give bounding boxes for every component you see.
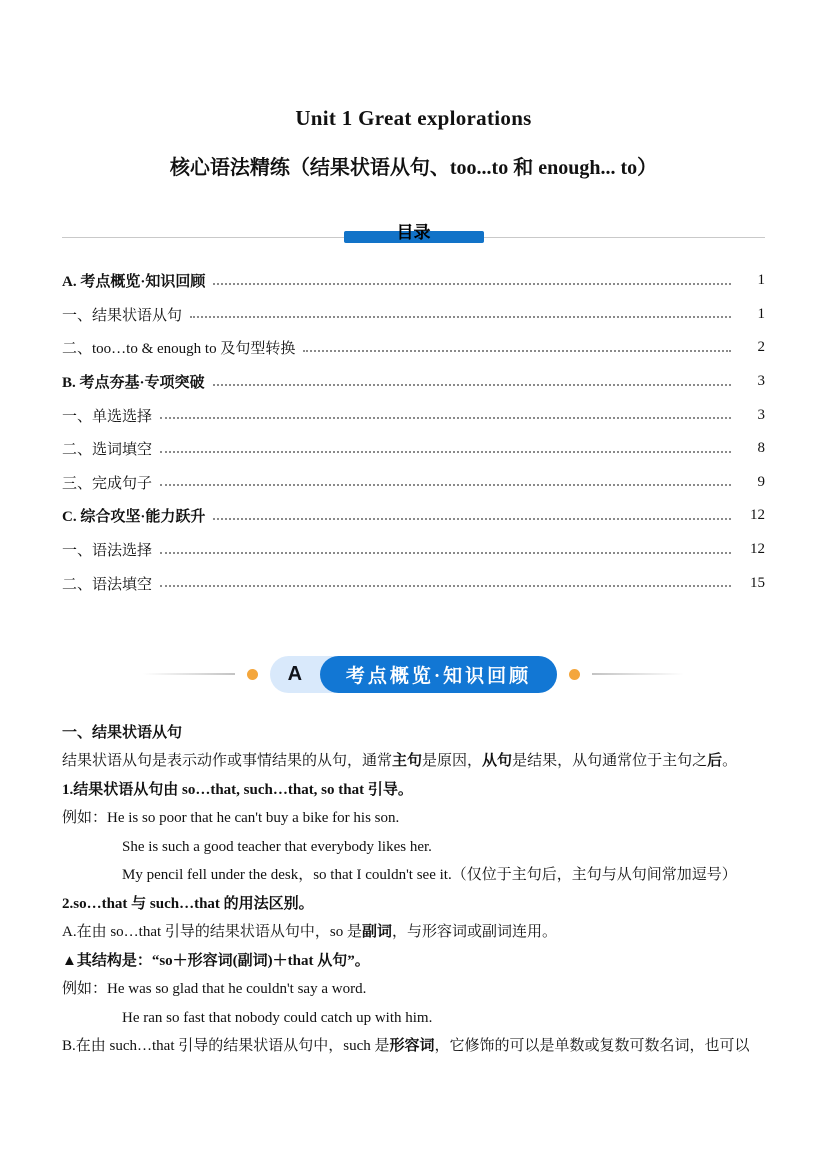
- toc-item[interactable]: 一、语法选择 12: [62, 541, 765, 560]
- point-b-paragraph: B.在由 such…that 引导的结果状语从句中，such 是形容词，它修饰的可以是单数或复数可数名词，也可以: [62, 1038, 750, 1055]
- banner-right-dot-icon: [569, 669, 580, 680]
- toc-page-number: 8: [757, 440, 765, 457]
- example-line: 例如：He was so glad that he couldn't say a word.: [62, 981, 367, 998]
- example-line: He ran so fast that nobody could catch up with him.: [122, 1009, 433, 1026]
- toc-page-number: 1: [757, 305, 765, 322]
- dotted-leader: [213, 518, 731, 520]
- page-title: Unit 1 Great explorations: [295, 106, 532, 130]
- toc-item[interactable]: 一、单选选择 3: [62, 406, 765, 425]
- dotted-leader: [160, 417, 731, 419]
- section-letter: A: [287, 662, 303, 685]
- toc-title: 目录: [396, 223, 431, 242]
- dotted-leader: [160, 451, 731, 453]
- dotted-leader: [160, 585, 731, 587]
- toc-item-c[interactable]: C. 综合攻坚·能力跃升 12: [62, 507, 765, 526]
- toc-item-b[interactable]: B. 考点夯基·专项突破 3: [62, 373, 765, 392]
- example-line: 例如：He is so poor that he can't buy a bike for his son.: [62, 810, 400, 827]
- banner-right-line: [592, 673, 684, 675]
- table-of-contents: [62, 264, 765, 600]
- point-a-paragraph: A.在由 so…that 引导的结果状语从句中，so 是副词，与形容词或副词连用。: [62, 924, 558, 941]
- toc-page-number: 1: [757, 272, 765, 289]
- dotted-leader: [160, 552, 731, 554]
- toc-page-number: 2: [757, 339, 765, 356]
- dotted-leader: [303, 350, 731, 352]
- banner-left-line: [143, 673, 235, 675]
- toc-page-number: 12: [750, 541, 765, 558]
- toc-page-number: 3: [757, 406, 765, 423]
- toc-page-number: 3: [757, 373, 765, 390]
- intro-paragraph: 结果状语从句是表示动作或事情结果的从句，通常主句是原因，从句是结果，从句通常位于主句之后。: [62, 753, 738, 770]
- dotted-leader: [190, 316, 731, 318]
- body-heading-result-clause: 一、结果状语从句: [62, 724, 183, 741]
- section-banner-pill: [270, 656, 557, 693]
- banner-left-dot-icon: [247, 669, 258, 680]
- toc-page-number: 15: [750, 574, 765, 591]
- dotted-leader: [213, 283, 731, 285]
- toc-item[interactable]: 二、语法填空 15: [62, 574, 765, 593]
- toc-page-number: 9: [757, 473, 765, 490]
- section-a-content: [62, 719, 765, 1061]
- toc-item[interactable]: 二、too…to & enough to 及句型转换 2: [62, 339, 765, 358]
- rule-2: 2.so…that 与 such…that 的用法区别。: [62, 895, 314, 912]
- structure-note: ▲其结构是：“so＋形容词(副词)＋that 从句”。: [62, 952, 370, 969]
- toc-item-a[interactable]: A. 考点概览·知识回顾 1: [62, 272, 765, 291]
- example-line: She is such a good teacher that everybody likes her.: [122, 838, 432, 855]
- section-a-banner: [62, 656, 765, 693]
- toc-item[interactable]: 二、选词填空 8: [62, 440, 765, 459]
- toc-item[interactable]: 一、结果状语从句 1: [62, 305, 765, 324]
- toc-item[interactable]: 三、完成句子 9: [62, 473, 765, 492]
- toc-page-number: 12: [750, 507, 765, 524]
- toc-header: [62, 224, 765, 252]
- dotted-leader: [213, 384, 731, 386]
- rule-1: 1.结果状语从句由 so…that, such…that, so that 引导。: [62, 781, 413, 798]
- dotted-leader: [160, 484, 731, 486]
- page-subtitle: 核心语法精练（结果状语从句、too...to 和 enough... to）: [169, 157, 658, 179]
- example-line: My pencil fell under the desk，so that I couldn't see it.（仅位于主句后，主句与从句间常加逗号）: [122, 867, 737, 884]
- section-banner-label: 考点概览·知识回顾: [320, 656, 557, 693]
